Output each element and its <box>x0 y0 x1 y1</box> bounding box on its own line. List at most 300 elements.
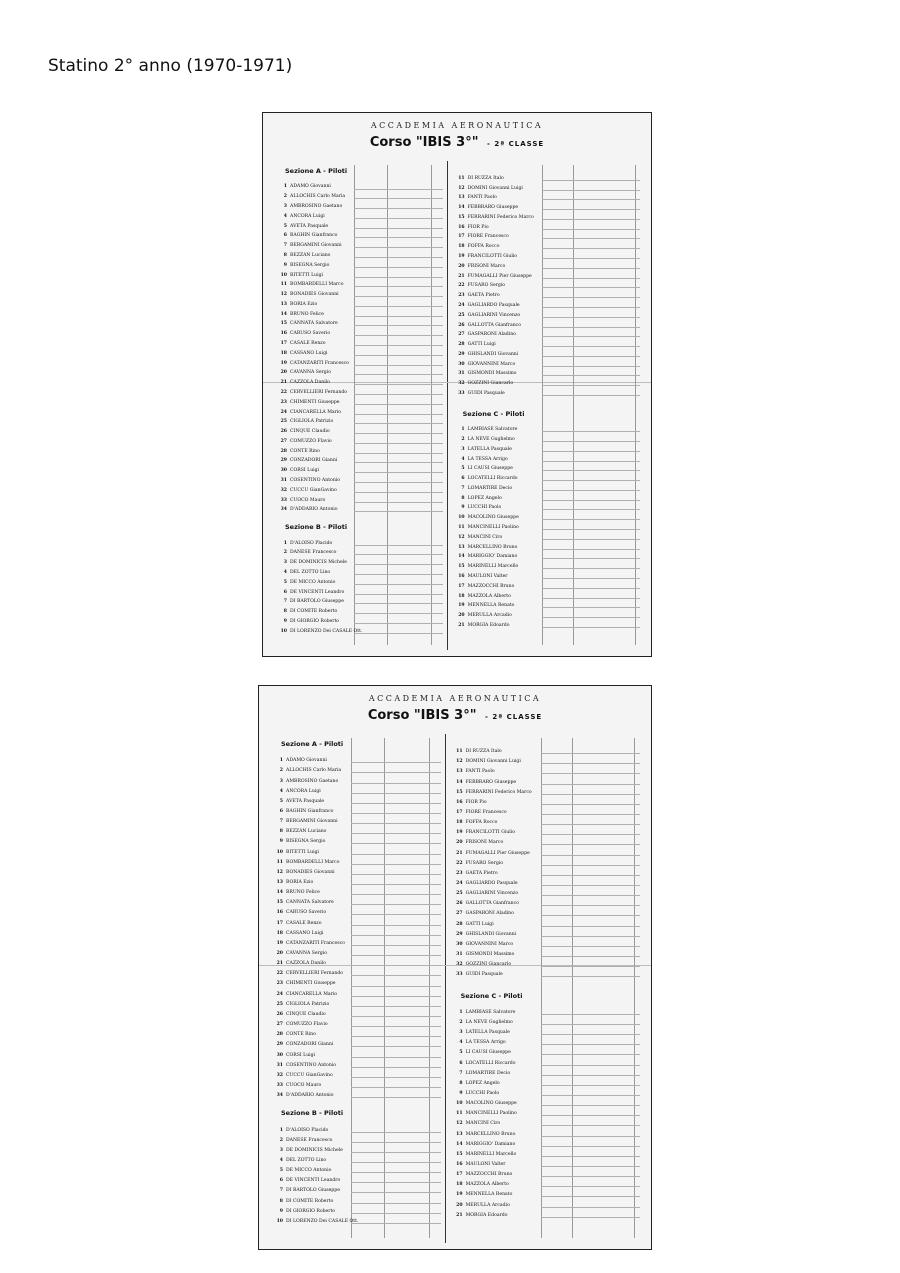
cadet-name: FEBBRARO Giuseppe <box>465 779 517 785</box>
roster-entry <box>451 825 515 835</box>
cadet-name: LA TESSA Arrigo <box>465 1040 506 1046</box>
entry-number: 28 <box>276 1032 283 1038</box>
grid-row-line <box>541 885 641 886</box>
cadet-name: CATANZARITI Francesco <box>286 940 345 946</box>
cadet-name: GHISLANDI Giovanni <box>465 931 517 937</box>
grid-row-line <box>541 763 641 764</box>
grid-row-line <box>351 1182 441 1183</box>
grid-row-line <box>351 996 441 997</box>
cadet-name: CERVELLIERI Fernando <box>290 389 348 395</box>
entry-number: 17 <box>458 234 465 240</box>
entry-number: 16 <box>276 910 283 916</box>
entry-number: 25 <box>276 1001 283 1007</box>
cadet-name: BONADIES Giovanni <box>290 292 339 298</box>
grid-row-line <box>541 1034 641 1035</box>
cadet-name: CARUSO Saverio <box>286 910 327 916</box>
grid-row-line <box>354 394 443 395</box>
roster-entry <box>453 520 519 530</box>
entry-number: 1 <box>283 184 287 190</box>
cadet-name: FEBBRARO Giuseppe <box>467 205 519 211</box>
course-name: Corso "IBIS 3°" <box>369 135 479 150</box>
entry-number: 12 <box>280 292 287 298</box>
grid-row-line <box>351 813 441 814</box>
cadet-name: MORGIA Edoardo <box>467 622 510 628</box>
cadet-name: BISEGNA Sergio <box>286 839 326 845</box>
entry-number: 29 <box>276 1042 283 1048</box>
grid-row-line <box>542 549 641 550</box>
roster-entry <box>271 1058 336 1068</box>
roster-entry <box>451 835 504 845</box>
entry-number: 10 <box>276 1218 283 1224</box>
cadet-name: LOMARTIRE Decio <box>465 1070 511 1076</box>
cadet-name: ANCORA Luigi <box>290 213 325 219</box>
entry-number: 17 <box>456 1172 463 1178</box>
grid-row-line <box>542 190 641 191</box>
entry-number: 8 <box>279 829 283 835</box>
grid-row-line <box>351 1067 441 1068</box>
cadet-name: GUIDI Pasquale <box>465 972 503 978</box>
section-heading: Sezione B - Piloti <box>285 523 348 532</box>
grid-row-line <box>351 874 441 875</box>
entry-number: 22 <box>276 971 283 977</box>
entry-number: 21 <box>458 622 465 628</box>
section-heading: Sezione A - Piloti <box>281 740 344 748</box>
grid-row-line <box>354 267 443 268</box>
roster-entry <box>451 1177 509 1187</box>
entry-number: 23 <box>280 399 287 405</box>
cadet-name: LATELLA Pasquale <box>465 1030 510 1036</box>
cadet-name: CUCCU GianGavino <box>290 487 337 493</box>
grid-row-line <box>542 385 641 386</box>
roster-entry <box>271 976 336 986</box>
entry-number: 20 <box>458 263 465 269</box>
cadet-name: DOMINI Giovanni Luigi <box>467 185 523 191</box>
entry-number: 3 <box>283 204 287 210</box>
entry-number: 22 <box>456 860 463 866</box>
grid-row-line <box>354 594 443 595</box>
cadet-name: AMBROSINO Gaetano <box>286 778 339 784</box>
grid-row-line <box>354 613 443 614</box>
roster-entry <box>275 503 338 513</box>
roster-entry <box>271 946 327 956</box>
grid-row-line <box>351 1213 441 1214</box>
cadet-name: BERGAMINI Giovanni <box>290 243 342 249</box>
grid-row-line <box>541 875 641 876</box>
roster-entry <box>453 422 518 432</box>
grid-row-line <box>354 423 443 424</box>
entry-number: 33 <box>458 391 465 396</box>
grid-row-line <box>354 257 443 258</box>
cadet-name: CONZADORI Gianni <box>286 1042 334 1048</box>
entry-number: 8 <box>279 1198 283 1204</box>
entry-number: 22 <box>280 389 287 395</box>
grid-row-line <box>354 462 443 463</box>
roster-entry <box>453 259 506 269</box>
entry-number: 14 <box>456 779 463 785</box>
cadet-name: MACOLINO Giuseppe <box>465 1101 517 1107</box>
roster-entry <box>453 491 502 501</box>
cadet-name: D'ADDARIO Antonio <box>290 507 338 513</box>
entry-number: 29 <box>456 931 463 937</box>
entry-number: 5 <box>459 1050 463 1056</box>
grid-row-line <box>351 854 441 855</box>
grid-row-line <box>354 414 443 415</box>
roster-entry <box>271 1204 335 1214</box>
cadet-name: GOZZINI Giancarlo <box>467 381 514 387</box>
grid-row-line <box>354 374 443 375</box>
cadet-name: BEZZAN Luciano <box>290 252 331 258</box>
grid-row-line <box>542 461 641 462</box>
roster-entry <box>275 385 347 395</box>
cadet-name: LAMBIASE Salvatore <box>467 427 518 433</box>
cadet-name: CATANZARITI Francesco <box>290 360 349 366</box>
grid-row-line <box>541 936 641 937</box>
entry-number: 13 <box>456 769 463 775</box>
roster-entry <box>453 589 511 599</box>
roster-entry <box>271 865 335 875</box>
cadet-name: FRANCILOTTI Giulio <box>465 830 515 836</box>
cadet-name: LOCATELLI Riccardo <box>465 1060 516 1066</box>
cadet-name: DOMINI Giovanni Luigi <box>465 759 521 765</box>
entry-number: 9 <box>279 839 283 845</box>
entry-number: 29 <box>280 458 287 464</box>
entry-number: 8 <box>283 609 287 615</box>
entry-number: 24 <box>458 302 465 308</box>
grid-row-line <box>542 327 641 328</box>
roster-entry <box>453 337 496 347</box>
grid-row-line <box>542 431 641 432</box>
entry-number: 4 <box>283 213 287 219</box>
cadet-name: FRISONI Marco <box>467 263 506 269</box>
grid-row-line <box>351 793 441 794</box>
grid-row-line <box>542 539 641 540</box>
cadet-name: GAETA Pietro <box>465 870 498 876</box>
roster-entry <box>451 957 512 967</box>
roster-entry <box>275 395 340 405</box>
cadet-name: GASPARONI Aladino <box>467 332 516 338</box>
entry-number: 32 <box>456 962 463 968</box>
entry-number: 23 <box>276 981 283 987</box>
entry-number: 6 <box>279 1178 283 1184</box>
entry-number: 11 <box>458 525 465 531</box>
roster-entry <box>453 249 517 259</box>
grid-row-line <box>351 1152 441 1153</box>
cadet-name: GAGLIARDO Pasquale <box>465 881 518 886</box>
grid-row-line <box>542 229 641 230</box>
grid-row-line <box>354 492 443 493</box>
cadet-name: BEZZAN Luciano <box>286 829 327 835</box>
cadet-name: CUCCU GianGavino <box>286 1072 333 1078</box>
grid-row-line <box>354 296 443 297</box>
entry-number: 12 <box>276 869 283 875</box>
cadet-name: FERRARINI Federico Marco <box>467 214 534 220</box>
cadet-name: COSENTINO Antonio <box>290 477 341 483</box>
entry-number: 31 <box>280 477 287 483</box>
entry-number: 21 <box>456 1212 463 1218</box>
grid-row-line <box>541 1105 641 1106</box>
cadet-name: AVETA Pasquale <box>290 223 329 229</box>
grid-row-line <box>351 783 441 784</box>
roster-entry <box>451 1116 501 1126</box>
cadet-name: MARIGGIO' Damiano <box>467 554 518 560</box>
entry-number: 28 <box>280 448 287 454</box>
entry-number: 7 <box>283 599 287 605</box>
entry-number: 16 <box>458 224 465 230</box>
entry-number: 10 <box>280 272 287 278</box>
cadet-name: BOMBARDELLI Marco <box>290 282 344 288</box>
grid-row-line <box>541 753 641 754</box>
cadet-name: GAGLIARDO Pasquale <box>467 302 520 308</box>
cadet-name: FANTI Paolo <box>467 195 497 201</box>
cadet-name: LOPEZ Angelo <box>465 1080 500 1086</box>
cadet-name: CORSI Luigi <box>290 468 320 474</box>
course-name: Corso "IBIS 3°" <box>367 708 477 723</box>
entry-number: 11 <box>456 1111 463 1117</box>
entry-number: 10 <box>458 515 465 521</box>
entry-number: 28 <box>456 921 463 927</box>
course-heading <box>259 708 651 723</box>
grid-row-line <box>542 617 641 618</box>
roster-entry <box>451 927 517 937</box>
grid-row-line <box>354 502 443 503</box>
cadet-name: CERVELLIERI Fernando <box>286 971 344 977</box>
grid-row-line <box>351 843 441 844</box>
academy-heading: ACCADEMIA AERONAUTICA <box>368 694 542 703</box>
entry-number: 6 <box>283 589 287 595</box>
entry-number: 4 <box>283 569 287 575</box>
roster-entry <box>451 1197 510 1207</box>
grid-row-line <box>542 366 641 367</box>
cadet-name: CINQUE Claudio <box>290 429 330 435</box>
entry-number: 4 <box>459 1040 463 1046</box>
entry-number: 18 <box>456 820 463 826</box>
grid-row-line <box>542 219 641 220</box>
cadet-name: MANCINI Ciro <box>467 534 503 540</box>
entry-number: 31 <box>456 952 463 958</box>
entry-number: 21 <box>280 380 287 386</box>
entry-number: 2 <box>459 1019 463 1025</box>
entry-number: 12 <box>458 534 465 540</box>
roster-entry <box>275 317 338 327</box>
grid-row-line <box>354 335 443 336</box>
entry-number: 21 <box>276 961 283 967</box>
entry-number: 27 <box>456 911 463 917</box>
grid-row-line <box>542 578 641 579</box>
entry-number: 30 <box>280 468 287 474</box>
entry-number: 11 <box>276 859 283 865</box>
roster-entry <box>453 279 505 289</box>
page-title: Statino 2° anno (1970-1971) <box>48 56 293 76</box>
cadet-name: BRUNO Felice <box>286 890 320 896</box>
roster-entry <box>453 171 504 181</box>
cadet-name: MENNELLA Renato <box>465 1192 513 1198</box>
grid-row-line <box>542 199 641 200</box>
cadet-name: DEL ZOTTO Lino <box>286 1158 327 1163</box>
cadet-name: COSENTINO Antonio <box>286 1062 337 1068</box>
entry-number: 14 <box>280 311 287 317</box>
grid-row-line <box>354 433 443 434</box>
grid-row-line <box>541 895 641 896</box>
cadet-name: CIGLIOLA Patrizio <box>290 419 334 425</box>
cadet-name: BERGAMINI Giovanni <box>286 819 338 825</box>
entry-number: 33 <box>456 972 463 978</box>
grid-column-line <box>542 165 543 645</box>
grid-row-line <box>351 1162 441 1163</box>
entry-number: 16 <box>458 573 465 579</box>
roster-entry <box>271 794 324 804</box>
entry-number: 8 <box>283 252 287 258</box>
roster-entry <box>451 764 495 774</box>
roster-entry <box>453 462 513 472</box>
roster-entry <box>275 454 337 464</box>
entry-number: 14 <box>456 1141 463 1147</box>
entry-number: 2 <box>461 436 465 442</box>
grid-row-line <box>542 268 641 269</box>
cadet-name: CAVANNA Sergio <box>290 370 331 376</box>
grid-row-line <box>542 480 641 481</box>
roster-entry <box>451 1066 511 1076</box>
entry-number: 2 <box>279 1137 283 1143</box>
cadet-name: DI COMITE Roberto <box>286 1198 334 1204</box>
grid-row-line <box>542 317 641 318</box>
roster-entry <box>451 1208 508 1218</box>
cadet-name: BITETTI Luigi <box>286 849 319 855</box>
roster-entry <box>275 604 337 614</box>
roster-entry <box>271 1088 334 1098</box>
entry-number: 18 <box>276 930 283 936</box>
cadet-name: MARCELLINO Bruno <box>467 544 518 550</box>
roster-entry <box>271 1183 340 1193</box>
cadet-name: BAGHIN Gianfranco <box>286 809 334 815</box>
grid-column-line <box>572 738 573 1238</box>
roster-entry <box>451 937 514 947</box>
grid-row-line <box>541 855 641 856</box>
grid-row-line <box>541 814 641 815</box>
grid-row-line <box>351 1077 441 1078</box>
grid-row-line <box>541 1146 641 1147</box>
roster-entry <box>451 1126 516 1136</box>
roster-entry <box>275 258 329 268</box>
grid-column-line <box>541 738 542 1238</box>
roster-entry <box>271 966 343 976</box>
grid-row-line <box>542 490 641 491</box>
roster-entry <box>453 432 515 442</box>
cadet-name: FANTI Paolo <box>465 769 495 775</box>
roster-entry <box>275 307 324 317</box>
roster-entry <box>275 366 331 376</box>
roster-entry <box>453 239 500 249</box>
entry-number: 32 <box>458 381 465 387</box>
grid-row-line <box>541 946 641 947</box>
grid-row-line <box>541 1176 641 1177</box>
roster-entry <box>275 278 343 288</box>
entry-number: 5 <box>283 579 287 585</box>
grid-row-line <box>354 189 443 190</box>
cadet-name: MENNELLA Renato <box>467 603 515 609</box>
cadet-name: DI COMITE Roberto <box>290 609 338 615</box>
roster-entry <box>453 269 532 279</box>
roster-entry <box>271 844 319 854</box>
cadet-name: ALLOCHIS Carlo Maria <box>290 194 346 200</box>
roster-entry <box>275 238 342 248</box>
entry-number: 30 <box>458 361 465 367</box>
column-divider <box>447 161 449 650</box>
grid-row-line <box>351 823 441 824</box>
cadet-name: DANESE Francesco <box>290 550 337 556</box>
cadet-name: LA NEVE Guglielmo <box>467 436 515 442</box>
cadet-name: DI RUZZA Italo <box>465 749 502 755</box>
grid-row-line <box>354 511 443 512</box>
cadet-name: MERULLA Arcadio <box>465 1202 510 1208</box>
cadet-name: FOFFA Rocco <box>467 244 500 250</box>
entry-number: 6 <box>459 1060 463 1066</box>
cadet-name: LA TESSA Arrigo <box>467 456 508 462</box>
entry-number: 17 <box>456 810 463 815</box>
cadet-name: D'ALOISO Placido <box>286 1127 329 1133</box>
roster-entry <box>275 209 325 219</box>
entry-number: 8 <box>461 495 465 501</box>
grid-row-line <box>541 1024 641 1025</box>
grid-row-line <box>351 1006 441 1007</box>
grid-row-line <box>542 258 641 259</box>
entry-number: 10 <box>276 849 283 855</box>
entry-number: 19 <box>458 254 465 260</box>
roster-entry <box>453 367 517 377</box>
grid-row-line <box>541 1065 641 1066</box>
entry-number: 16 <box>456 799 463 805</box>
roster-entry <box>451 886 519 896</box>
grid-row-line <box>541 905 641 906</box>
roster-entry <box>271 915 321 925</box>
grid-row-line <box>354 277 443 278</box>
roster-entry <box>451 1187 513 1197</box>
entry-number: 4 <box>279 1158 283 1163</box>
roster-entry <box>451 1015 513 1025</box>
roster-entry <box>275 614 339 624</box>
cadet-name: LOPEZ Angelo <box>467 495 502 501</box>
grid-row-line <box>541 1085 641 1086</box>
roster-entry <box>453 510 519 520</box>
entry-number: 30 <box>276 1052 283 1058</box>
roster-entry <box>271 1027 316 1037</box>
grid-row-line <box>351 762 441 763</box>
cadet-name: CIANCARELLA Mario <box>286 991 338 997</box>
entry-number: 15 <box>276 900 283 906</box>
entry-number: 26 <box>456 901 463 907</box>
cadet-name: DE DOMINICIS Michele <box>290 560 347 566</box>
roster-entry <box>271 895 334 905</box>
roster-entry <box>275 219 328 229</box>
entry-number: 1 <box>279 758 283 764</box>
grid-row-line <box>351 914 441 915</box>
cadet-name: MARCELLINO Bruno <box>465 1131 516 1137</box>
entry-number: 16 <box>280 331 287 337</box>
grid-row-line <box>542 588 641 589</box>
roster-entry <box>275 405 341 415</box>
cadet-name: ADAMO Giovanni <box>286 758 327 764</box>
roster-entry <box>451 866 498 876</box>
cadet-name: GATTI Luigi <box>465 921 494 927</box>
entry-number: 21 <box>456 850 463 856</box>
cadet-name: BAGHIN Gianfranco <box>290 233 338 239</box>
grid-row-line <box>351 935 441 936</box>
roster-entry <box>453 200 519 210</box>
entry-number: 2 <box>283 194 287 200</box>
roster-entry <box>275 575 335 585</box>
entry-number: 3 <box>279 778 283 784</box>
entry-number: 12 <box>456 1121 463 1127</box>
cadet-name: CUOCO Mauro <box>290 497 326 503</box>
